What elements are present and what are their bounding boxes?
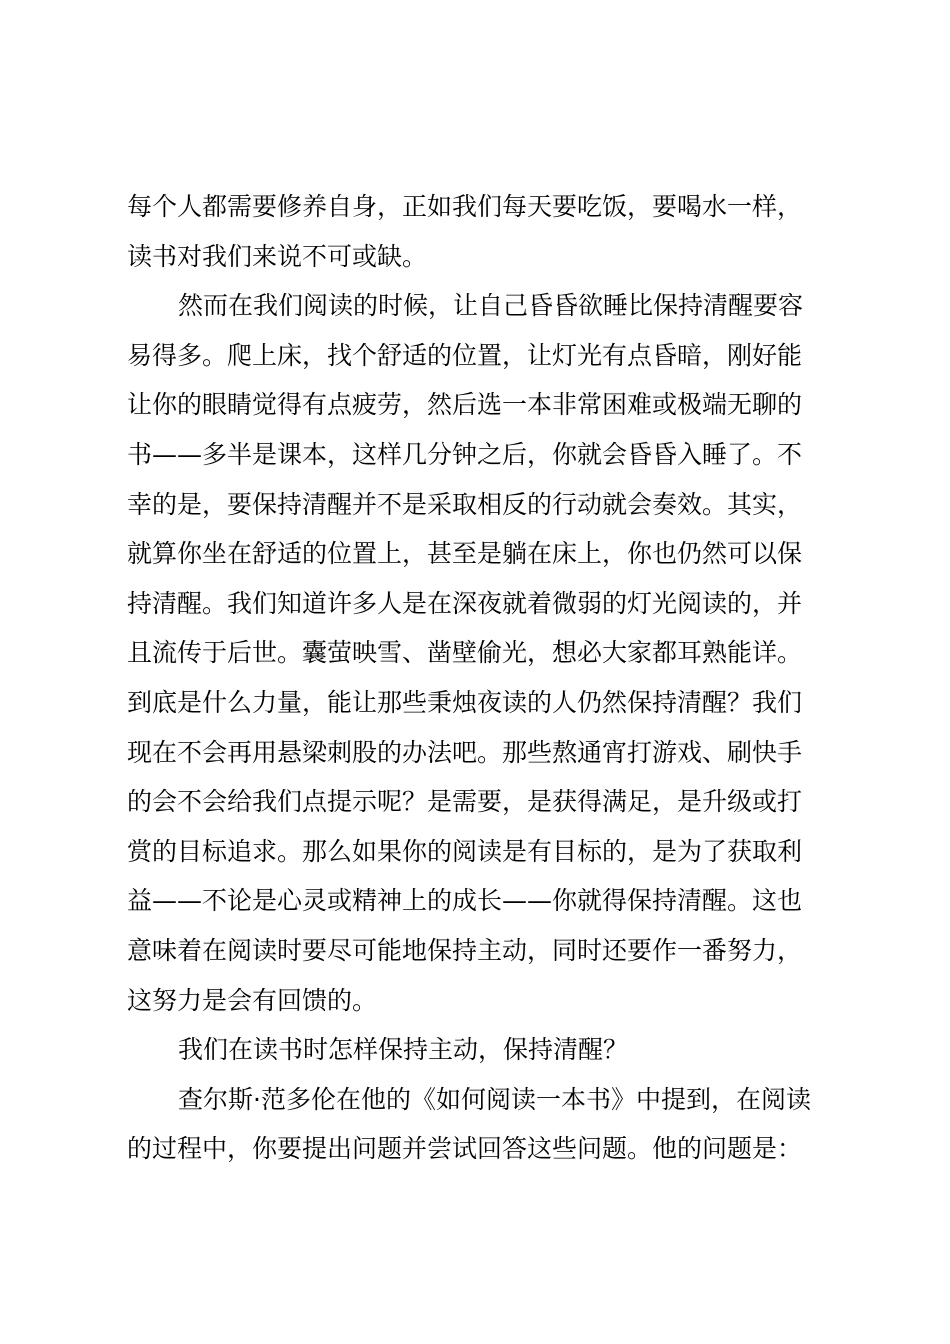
paragraph-line: 易得多。爬上床，找个舒适的位置，让灯光有点昏暗，刚好能 xyxy=(127,340,803,370)
paragraph xyxy=(127,1025,837,1075)
paragraph xyxy=(127,1075,837,1174)
paragraph-line: 我们在读书时怎样保持主动，保持清醒？ xyxy=(178,1035,629,1065)
paragraph-line: 持清醒。我们知道许多人是在深夜就着微弱的灯光阅读的，并 xyxy=(127,588,803,618)
paragraph-line: 读书对我们来说不可或缺。 xyxy=(127,241,428,271)
paragraph xyxy=(127,281,837,1025)
paragraph-line: 书——多半是课本，这样几分钟之后，你就会昏昏入睡了。不 xyxy=(127,439,803,469)
document-body xyxy=(127,182,837,1174)
paragraph-line: 幸的是，要保持清醒并不是采取相反的行动就会奏效。其实， xyxy=(127,489,803,519)
paragraph-line: 的过程中，你要提出问题并尝试回答这些问题。他的问题是： xyxy=(127,1134,803,1164)
paragraph xyxy=(127,182,837,281)
paragraph-line: 查尔斯·范多伦在他的《如何阅读一本书》中提到，在阅读 xyxy=(178,1084,811,1114)
paragraph-line: 意味着在阅读时要尽可能地保持主动，同时还要作一番努力， xyxy=(127,935,803,965)
paragraph-line: 就算你坐在舒适的位置上，甚至是躺在床上，你也仍然可以保 xyxy=(127,539,803,569)
paragraph-line: 赏的目标追求。那么如果你的阅读是有目标的，是为了获取利 xyxy=(127,836,803,866)
paragraph-line: 且流传于后世。囊萤映雪、凿壁偷光，想必大家都耳熟能详。 xyxy=(127,638,803,668)
paragraph-line: 到底是什么力量，能让那些秉烛夜读的人仍然保持清醒？我们 xyxy=(127,687,803,717)
paragraph-line: 让你的眼睛觉得有点疲劳，然后选一本非常困难或极端无聊的 xyxy=(127,390,803,420)
paragraph-line: 这努力是会有回馈的。 xyxy=(127,985,378,1015)
paragraph-line: 每个人都需要修养自身，正如我们每天要吃饭，要喝水一样， xyxy=(127,192,803,221)
paragraph-line: 现在不会再用悬梁刺股的办法吧。那些熬通宵打游戏、刷快手 xyxy=(127,737,803,767)
paragraph-line: 益——不论是心灵或精神上的成长——你就得保持清醒。这也 xyxy=(127,886,803,916)
paragraph-line: 然而在我们阅读的时候，让自己昏昏欲睡比保持清醒要容 xyxy=(178,291,804,321)
paragraph-line: 的会不会给我们点提示呢？是需要，是获得满足，是升级或打 xyxy=(127,787,803,817)
